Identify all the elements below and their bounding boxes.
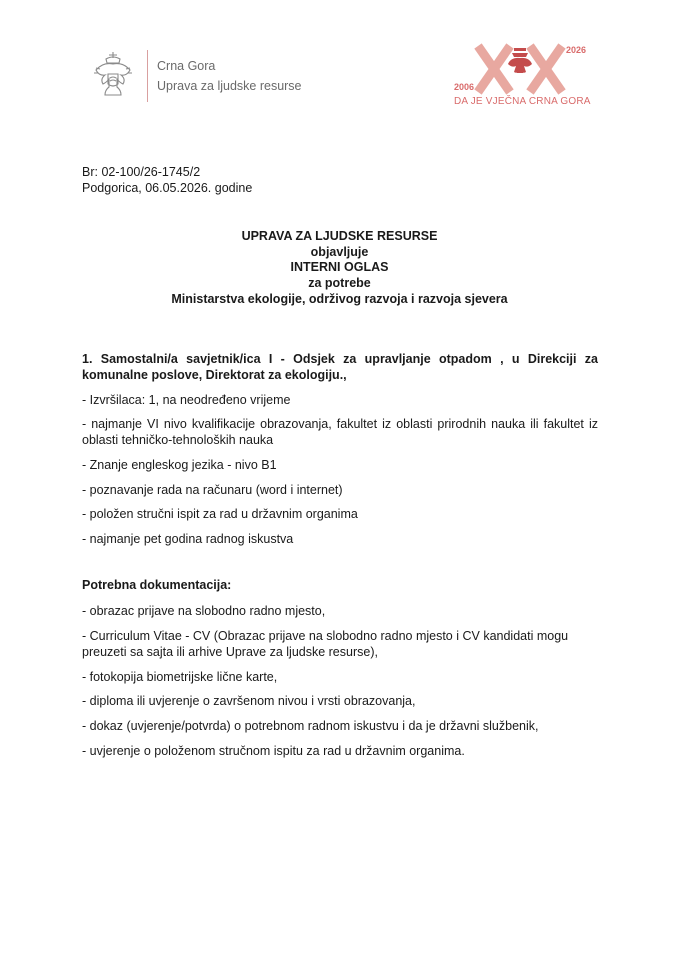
montenegro-crest-icon: [92, 50, 134, 100]
documentation-item: - Curriculum Vitae - CV (Obrazac prijave na slobodno radno mjesto i CV kandidati mogu preuzeti sa sajta ili arhive Uprave za ljudske resurse),: [82, 629, 569, 659]
place-date: Podgorica, 06.05.2026. godine: [82, 181, 253, 195]
documentation-item: - dokaz (uvjerenje/potvrda) o potrebnom radnom iskustvu i da je državni službenik,: [82, 719, 539, 733]
documentation-item: - uvjerenje o položenom stručnom ispitu za rad u državnim organima.: [82, 744, 465, 758]
documentation-heading: Potrebna dokumentacija:: [82, 578, 232, 592]
organization-name: Uprava za ljudske resurse: [157, 79, 302, 93]
requirement-item: - položen stručni ispit za rad u državnim organima: [82, 507, 358, 521]
anniversary-year-end: 2026: [566, 45, 587, 55]
requirement-item: - najmanje VI nivo kvalifikacije obrazovanja, fakultet iz oblasti prirodnih nauka ili fakultet iz oblasti tehničko-tehnoloških nauka: [82, 417, 598, 447]
requirement-item: - najmanje pet godina radnog iskustva: [82, 532, 294, 546]
documentation-item: - diploma ili uvjerenje o završenom nivou i vrsti obrazovanja,: [82, 694, 416, 708]
reference-number: Br: 02-100/26-1745/2: [82, 165, 201, 179]
anniversary-slogan: DA JE VJEČNA CRNA GORA: [454, 96, 591, 107]
announcement-type: INTERNI OGLAS: [290, 260, 389, 274]
documentation-item: - fotokopija biometrijske lične karte,: [82, 670, 278, 684]
requirement-item: - Izvršilaca: 1, na neodređeno vrijeme: [82, 393, 291, 407]
announcement-purpose: za potrebe: [308, 276, 371, 290]
requirement-item: - poznavanje rada na računaru (word i internet): [82, 483, 343, 497]
issuer-heading: UPRAVA ZA LJUDSKE RESURSE: [241, 229, 438, 243]
announcement-verb: objavljuje: [310, 245, 369, 259]
anniversary-year-start: 2006: [454, 82, 475, 92]
header-divider: [147, 50, 148, 102]
requirement-item: - Znanje engleskog jezika - nivo B1: [82, 458, 277, 472]
documentation-item: - obrazac prijave na slobodno radno mjesto,: [82, 604, 326, 618]
position-title: 1. Samostalni/a savjetnik/ica I - Odsjek za upravljanje otpadom , u Direkciji za komunalne poslove, Direktorat za ekologiju.,: [82, 352, 598, 382]
ministry-name: Ministarstva ekologije, održivog razvoja i razvoja sjevera: [171, 292, 508, 306]
country-name: Crna Gora: [157, 59, 216, 73]
